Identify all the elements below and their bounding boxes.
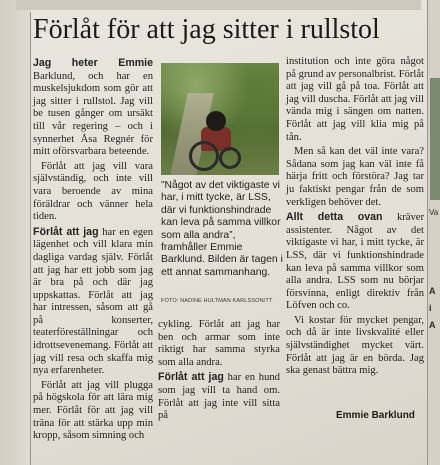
- paragraph: [158, 371, 280, 422]
- paragraph: [286, 315, 424, 378]
- top-header-bar: [16, 0, 421, 10]
- photo-caption: ”Något av det viktigaste vi har, i mitt tycke, är LSS, där vi funktionshindrade kan leva på samma villkor som alla andra”, framhåller Emmie Barklund. Bilden är tagen i ett annat sammanhang.: [161, 180, 283, 278]
- column-divider: [30, 12, 31, 465]
- paragraph-lead: Förlåt att jag: [158, 371, 224, 384]
- paragraph: [33, 226, 153, 378]
- wheelchair-wheel: [219, 147, 241, 169]
- wheelchair-wheel: [189, 141, 219, 171]
- paragraph-text: Förlåt att jag vill plugga på högskola för att lära mig mer. Förlåt för att jag vill träna för att stärka upp min kropp, såsom simning och: [33, 379, 153, 442]
- paragraph-text: cykling. Förlåt att jag har ben och armar som inte riktigt har samma styrka som alla andra.: [158, 319, 280, 368]
- paragraph-text: har en hund som jag vill ta hand om. Förlåt att jag inte vill sitta på: [158, 372, 280, 422]
- paragraph-text: Men så kan det väl inte vara? Sådana som jag kan väl inte få härja fritt och förstöra? Jag tar ju faktiskt pengar från de som verkligen behöver det.: [286, 146, 424, 208]
- paragraph-text: Vi kostar för mycket pengar, och då är inte livskvalité eller självständighet mycket värt. Förlåt att jag är en börda. Jag ska genast bättra mig.: [286, 314, 424, 377]
- article-headline: Förlåt för att jag sitter i rullstol: [33, 14, 380, 45]
- paragraph: [286, 56, 424, 144]
- adjacent-text-fragment: i: [429, 303, 432, 313]
- paragraph: [33, 380, 153, 443]
- article-column-3: [286, 56, 424, 380]
- paragraph-text: har en egen lägenhet och vill klara min dagliga vardag själv. Förlåt att jag har ett jobb som jag är bra på och där jag uppskattas. Förlåt att jag har intressen, såsom att gå på konserter, teaterföreställningar och idrottsevenemang. Förlåt att jag vill resa och skaffa mig nya erfarenheter.: [33, 226, 154, 377]
- adjacent-photo: [430, 78, 440, 200]
- paragraph: [286, 211, 424, 313]
- paragraph: [158, 319, 280, 369]
- paragraph-lead: Allt detta ovan: [286, 211, 383, 224]
- paragraph-text: Förlåt att jag vill vara självständig, och inte vill vara beroende av mina föräldrar och vänner hela tiden.: [33, 160, 153, 223]
- adjacent-text-fragment: A: [429, 320, 436, 330]
- article-column-2: [158, 319, 280, 425]
- article-byline: Emmie Barklund: [336, 410, 415, 421]
- paragraph: [33, 161, 153, 224]
- adjacent-text-fragment: A: [429, 286, 436, 296]
- person-head: [206, 111, 226, 131]
- article-photo: [161, 63, 279, 175]
- article-column-1: [33, 57, 153, 445]
- photo-credit: FOTO: NADINE HULTMAN KARLSSON/TT: [161, 298, 273, 304]
- paragraph: [33, 57, 153, 159]
- adjacent-page-edge: [428, 0, 440, 465]
- paragraph-lead: Jag heter Emmie: [33, 57, 153, 69]
- paragraph: [286, 146, 424, 209]
- adjacent-caption-fragment: Va: [429, 208, 439, 217]
- left-page-margin: [0, 0, 30, 465]
- paragraph-text: institution och inte göra något på grund av personalbrist. Förlåt att jag vill gå på toa. Förlåt att jag vill duscha. Förlåt att jag vill vända mig i sängen om natten. Förlåt att jag vill klia mig på tån.: [286, 56, 424, 143]
- paragraph-text: Barklund, och har en muskelsjukdom som gör att jag sitter i rullstol. Jag vill be tusen gånger om ursäkt till vår regering – och i synnerhet Åsa Regnér för mitt oförsvarbara beteende.: [33, 70, 153, 158]
- paragraph-text: kräver assistenter. Något av det viktigaste vi har, i mitt tycke, är LSS, där vi funktionshindrade kan leva på samma villkor som alla andra. LSS som nu börjar försvinna, enligt direktiv från Löfven och co.: [286, 212, 424, 312]
- paragraph-lead: Förlåt att jag: [33, 225, 99, 238]
